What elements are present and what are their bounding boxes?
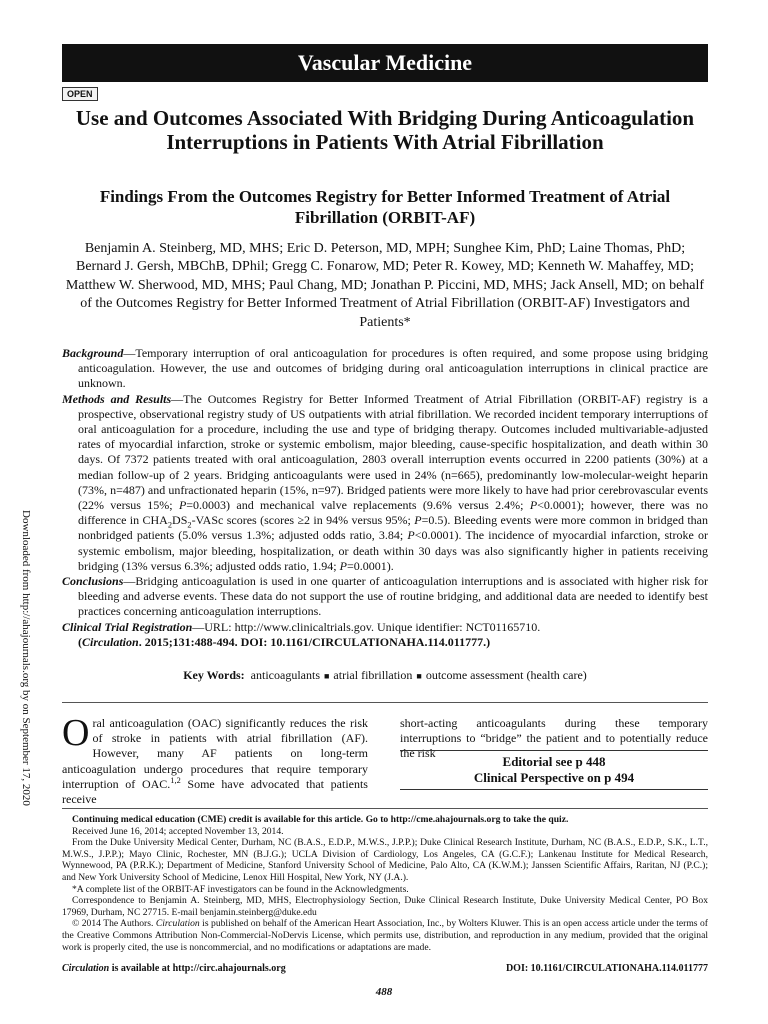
copyright-text: is published on behalf of the American Heart Association, Inc., by Wolters Kluwer. This is an open access article under the terms of the Creative Commons Attribution Non-Commercial-NoDervis License, which permits use, distribution, and reproduction in any medium, provided that the original work is properly cited, the use is noncommercial, and no modifications or adaptations are made.: [62, 918, 708, 953]
methods-text-7: <0.0001). The incidence of myocardial infarction, stroke or systemic embolism, major bleeding, hospitalization, or death within 30 days was also significantly higher in patients receiving bridging (13% versus 6.3%; adjusted odds ratio, 1.94;: [78, 528, 708, 573]
author-list: Benjamin A. Steinberg, MD, MHS; Eric D. Peterson, MD, MPH; Sunghee Kim, PhD; Laine Thomas, PhD; Bernard J. Gersh, MBChB, DPhil; Gregg C. Fonarow, MD; Peter R. Kowey, MD; Kenneth W. Mahaffey, MD; Matthew W. Sherwood, MD, MHS; Paul Chang, MD; Jonathan P. Piccini, MD, MHS; Jack Ansell, MD; on behalf of the Outcomes Registry for Better Informed Treatment of Atrial Fibrillation (ORBIT-AF) Investigators and Patients*: [65, 241, 705, 330]
key-words-label: Key Words:: [183, 668, 245, 682]
page-number: 488: [375, 986, 393, 998]
footer-url: is available at http://circ.ahajournals.org: [109, 963, 286, 974]
footer-journal: Circulation: [62, 963, 110, 974]
body-column-left: [62, 712, 368, 807]
section-banner: Vascular Medicine: [62, 44, 708, 82]
methods-text-1: —The Outcomes Registry for Better Informed Treatment of Atrial Fibrillation (ORBIT-AF) registry is a prospective, observational registry study of US outpatients with atrial fibrillation. We recorded incident temporary interruptions of oral anticoagulation for a procedure, including the use and type of bridging therapy. Outcomes included multivariable-adjusted rates of myocardial infarction, stroke or systemic embolism, major bleeding, cause-specific hospitalization, and death within 30 days. Of 7372 patients treated with oral anticoagulation, 2803 overall interruption events occurred in 2200 patients (30%) at a median follow-up of 2 years. Bridging anticoagulants were used in 24% (n=665), predominantly low-molecular-weight heparin (73%, n=487) and unfractionated heparin (15%, n=97). Bridged patients were more likely to have had prior cerebrovascular events (22% versus 15%;: [78, 391, 709, 513]
methods-text-6: =0.5). Bleeding events were more common in bridged than nonbridged patients (5.0% versus 1.3%; adjusted odds ratio, 3.84;: [78, 513, 708, 543]
citation-rest: . 2015;131:488-494. DOI: 10.1161/CIRCULATIONAHA.114.011777.): [138, 634, 491, 649]
abstract-methods: [62, 392, 708, 574]
p-value-symbol: P: [407, 528, 415, 543]
editorial-link: Editorial see p 448: [502, 754, 606, 769]
p-value-symbol: P: [339, 558, 347, 573]
p-value-symbol: P: [529, 498, 538, 513]
divider: [62, 808, 708, 809]
body-text: Some have advocated that patients receive: [62, 776, 368, 807]
citation-journal: Circulation: [82, 634, 139, 649]
reference-superscript: 1,2: [170, 775, 181, 785]
methods-text-8: =0.0001).: [346, 558, 394, 573]
key-words: [62, 668, 708, 684]
abstract-background: [62, 346, 708, 392]
divider: [62, 702, 708, 703]
body-text: ral anticoagulation (OAC) significantly reduces the risk of stroke in patients with atrial fibrillation (AF). However, many AF patients on long-term anticoagulation undergo procedures that require temporary interruption of OAC.: [62, 716, 368, 791]
article-title: Use and Outcomes Associated With Bridging During Anticoagulation Interruptions in Patients With Atrial Fibrillation: [75, 106, 695, 154]
methods-text-4: DS: [172, 513, 188, 528]
open-access-badge: OPEN: [62, 87, 98, 101]
editorial-box: [400, 750, 708, 790]
received-note: Received June 16, 2014; accepted November 13, 2014.: [72, 825, 284, 837]
affiliations-note: From the Duke University Medical Center, Durham, NC (B.A.S., E.D.P., M.W.S., J.P.P.); Duke Clinical Research Institute, Durham, NC (B.A.S., E.D.P., S.K., L.T., M.W.S., J.P.P.); Mayo Clinic, Rochester, MN (B.J.G.); UCLA Division of Cardiology, Los Angeles, CA (G.C.F.); Lankenau Institute for Medical Research, Wynnewood, PA (P.R.K.); Department of Medicine, Stanford University School of Medicine, Palo Alto, CA (K.W.M.); Janssen Scientific Affairs, Raritan, NJ (P.C.); and New York University School of Medicine, Lenox Hill Hospital, New York, NY (J.A.).: [62, 837, 708, 883]
copyright-text: © 2014 The Authors.: [72, 918, 156, 930]
download-watermark: Downloaded from http://ahajournals.org by on September 17, 2020: [20, 510, 32, 806]
cme-note: Continuing medical education (CME) credit is available for this article. Go to http://cme.ahajournals.org to take the quiz.: [72, 814, 569, 825]
footnotes: [62, 814, 708, 953]
conclusions-text: —Bridging anticoagulation is used in one quarter of anticoagulation interruptions and is associated with higher risk for bleeding and adverse events. These data do not support the use of routine bridging, and additional data are needed to identify best practices concerning anticoagulation interruptions.: [78, 574, 708, 619]
investigators-note: *A complete list of the ORBIT-AF investigators can be found in the Acknowledgments.: [72, 883, 409, 895]
background-label: Background: [62, 346, 124, 360]
footer-availability: [62, 963, 286, 974]
methods-text-2: =0.0003) and mechanical valve replacements (9.6% versus 2.4%;: [186, 498, 530, 513]
citation: [62, 635, 708, 650]
footer-doi: DOI: 10.1161/CIRCULATIONAHA.114.011777: [505, 963, 708, 974]
square-bullet-icon: ■: [323, 671, 330, 681]
abstract-conclusions: [62, 574, 708, 620]
subscript: 2: [167, 520, 173, 530]
keyword: anticoagulants: [250, 668, 320, 682]
subscript: 2: [187, 520, 192, 530]
correspondence-note: Correspondence to Benjamin A. Steinberg, MD, MHS, Electrophysiology Section, Duke Clinical Research Institute, Duke University Medical Center, PO Box 17969, Durham, NC 27715. E-mail benjamin.steinberg@duke.edu: [62, 895, 708, 918]
registration-label: Clinical Trial Registration: [62, 619, 193, 634]
methods-label: Methods and Results: [62, 391, 172, 406]
drop-cap: O: [62, 712, 90, 754]
p-value-symbol: P: [178, 498, 187, 513]
square-bullet-icon: ■: [416, 671, 422, 681]
background-text: —Temporary interruption of oral anticoagulation for procedures is often required, and some propose using bridging anticoagulation. However, the use and outcomes of bridging during oral anticoagulation interruptions in clinical practice are unknown.: [78, 346, 708, 391]
methods-text-3: <0.0001); however, there was no difference in CHA: [78, 498, 708, 528]
abstract: [62, 346, 708, 650]
abstract-registration: [62, 620, 708, 635]
clinical-perspective-link: Clinical Perspective on p 494: [473, 770, 635, 785]
conclusions-label: Conclusions: [62, 574, 124, 589]
body-column-right: short-acting anticoagulants during these temporary interruptions to “bridge” the patient and to potentially reduce the risk: [400, 716, 708, 761]
keyword: outcome assessment (health care): [425, 668, 587, 682]
registration-text: —URL: http://www.clinicaltrials.gov. Unique identifier: NCT01165710.: [192, 619, 541, 634]
copyright-note: [62, 918, 708, 953]
article-subtitle: Findings From the Outcomes Registry for Better Informed Treatment of Atrial Fibrillation (ORBIT-AF): [99, 187, 671, 227]
copyright-journal: Circulation: [155, 918, 200, 930]
p-value-symbol: P: [414, 513, 422, 528]
citation-open: (: [78, 634, 82, 649]
keyword: atrial fibrillation: [333, 668, 413, 682]
methods-text-5: -VASc scores (scores ≥2 in 94% versus 95%;: [191, 513, 415, 528]
